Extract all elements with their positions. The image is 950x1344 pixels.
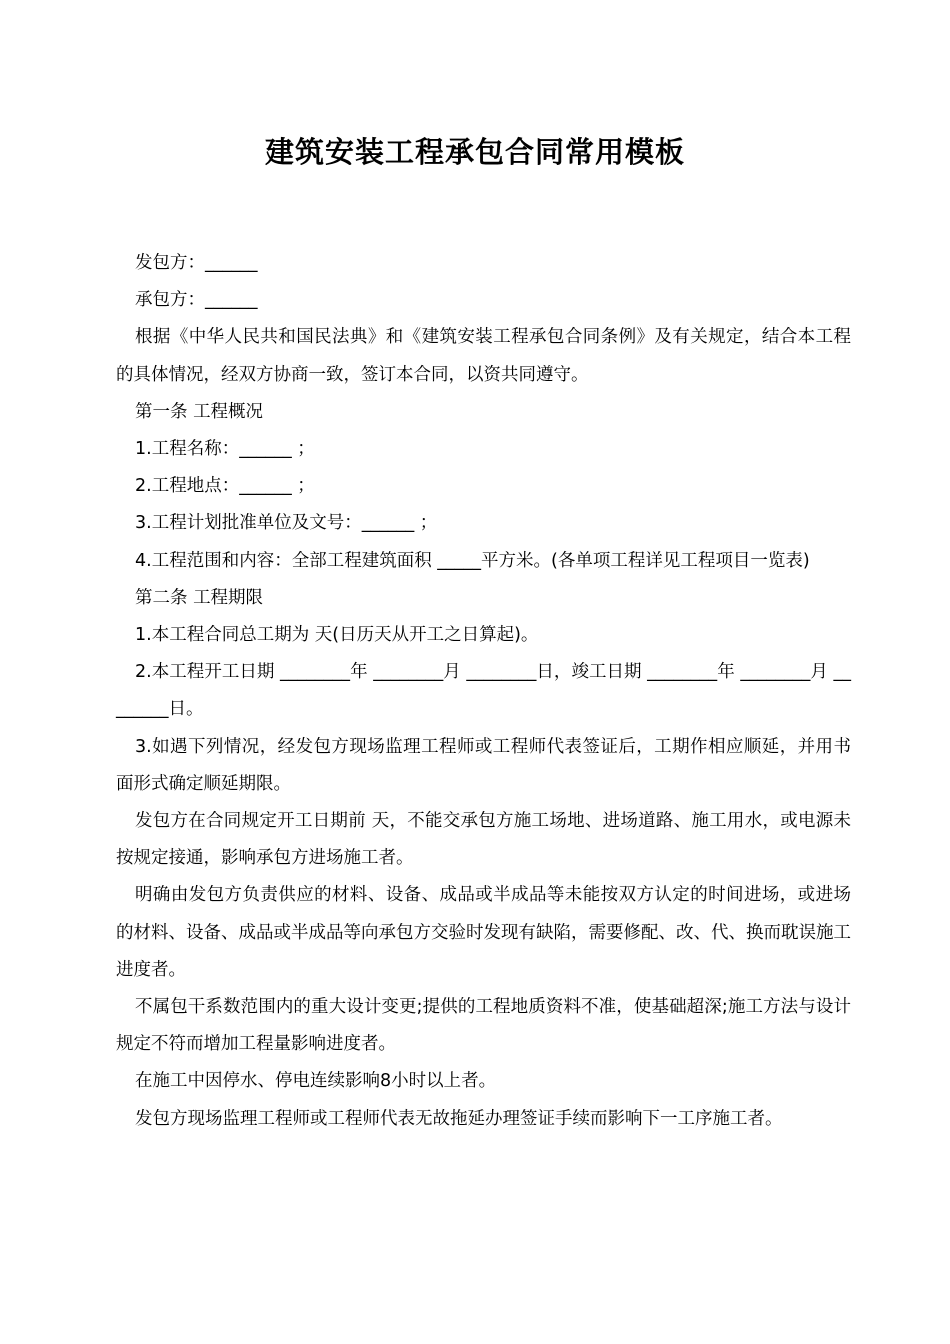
- body-paragraph: 发包方在合同规定开工日期前 天，不能交承包方施工场地、进场道路、施工用水，或电源未按规定接通，影响承包方进场施工者。: [116, 811, 851, 869]
- document-body: [116, 245, 851, 1138]
- clause-item: 3.如遇下列情况，经发包方现场监理工程师或工程师代表签证后，工期作相应顺延，并用书面形式确定顺延期限。: [116, 736, 851, 794]
- clause-item: 4.工程范围和内容：全部工程建筑面积 _____平方米。(各单项工程详见工程项目一览表): [135, 550, 810, 571]
- body-paragraph: 发包方现场监理工程师或工程师代表无故拖延办理签证手续而影响下一工序施工者。: [135, 1108, 783, 1129]
- document-title: 建筑安装工程承包合同常用模板: [264, 135, 685, 169]
- clause-item: 3.工程计划批准单位及文号：______ ；: [135, 513, 438, 534]
- article-heading: 第一条 工程概况: [135, 401, 264, 422]
- preamble-paragraph: 根据《中华人民共和国民法典》和《建筑安装工程承包合同条例》及有关规定，结合本工程的具体情况，经双方协商一致，签订本合同，以资共同遵守。: [116, 327, 851, 385]
- clause-item: 2.工程地点：______ ；: [135, 476, 315, 497]
- party-b-line: 承包方：______: [135, 290, 258, 311]
- body-paragraph: 不属包干系数范围内的重大设计变更;提供的工程地质资料不准，使基础超深;施工方法与设计规定不符而增加工程量影响进度者。: [116, 997, 851, 1055]
- article-heading: 第二条 工程期限: [135, 587, 264, 608]
- body-paragraph: 在施工中因停水、停电连续影响8小时以上者。: [135, 1071, 497, 1092]
- clause-item: 1.工程名称：______ ；: [135, 439, 315, 460]
- body-paragraph: 明确由发包方负责供应的材料、设备、成品或半成品等未能按双方认定的时间进场，或进场的材料、设备、成品或半成品等向承包方交验时发现有缺陷，需要修配、改、代、换而耽误施工进度者。: [116, 885, 851, 980]
- clause-item: 2.本工程开工日期 ________年 ________月 ________日，竣工日期 ________年 ________月 ________日。: [116, 662, 851, 720]
- clause-item: 1.本工程合同总工期为 天(日历天从开工之日算起)。: [135, 625, 539, 646]
- party-a-line: 发包方：______: [135, 253, 258, 273]
